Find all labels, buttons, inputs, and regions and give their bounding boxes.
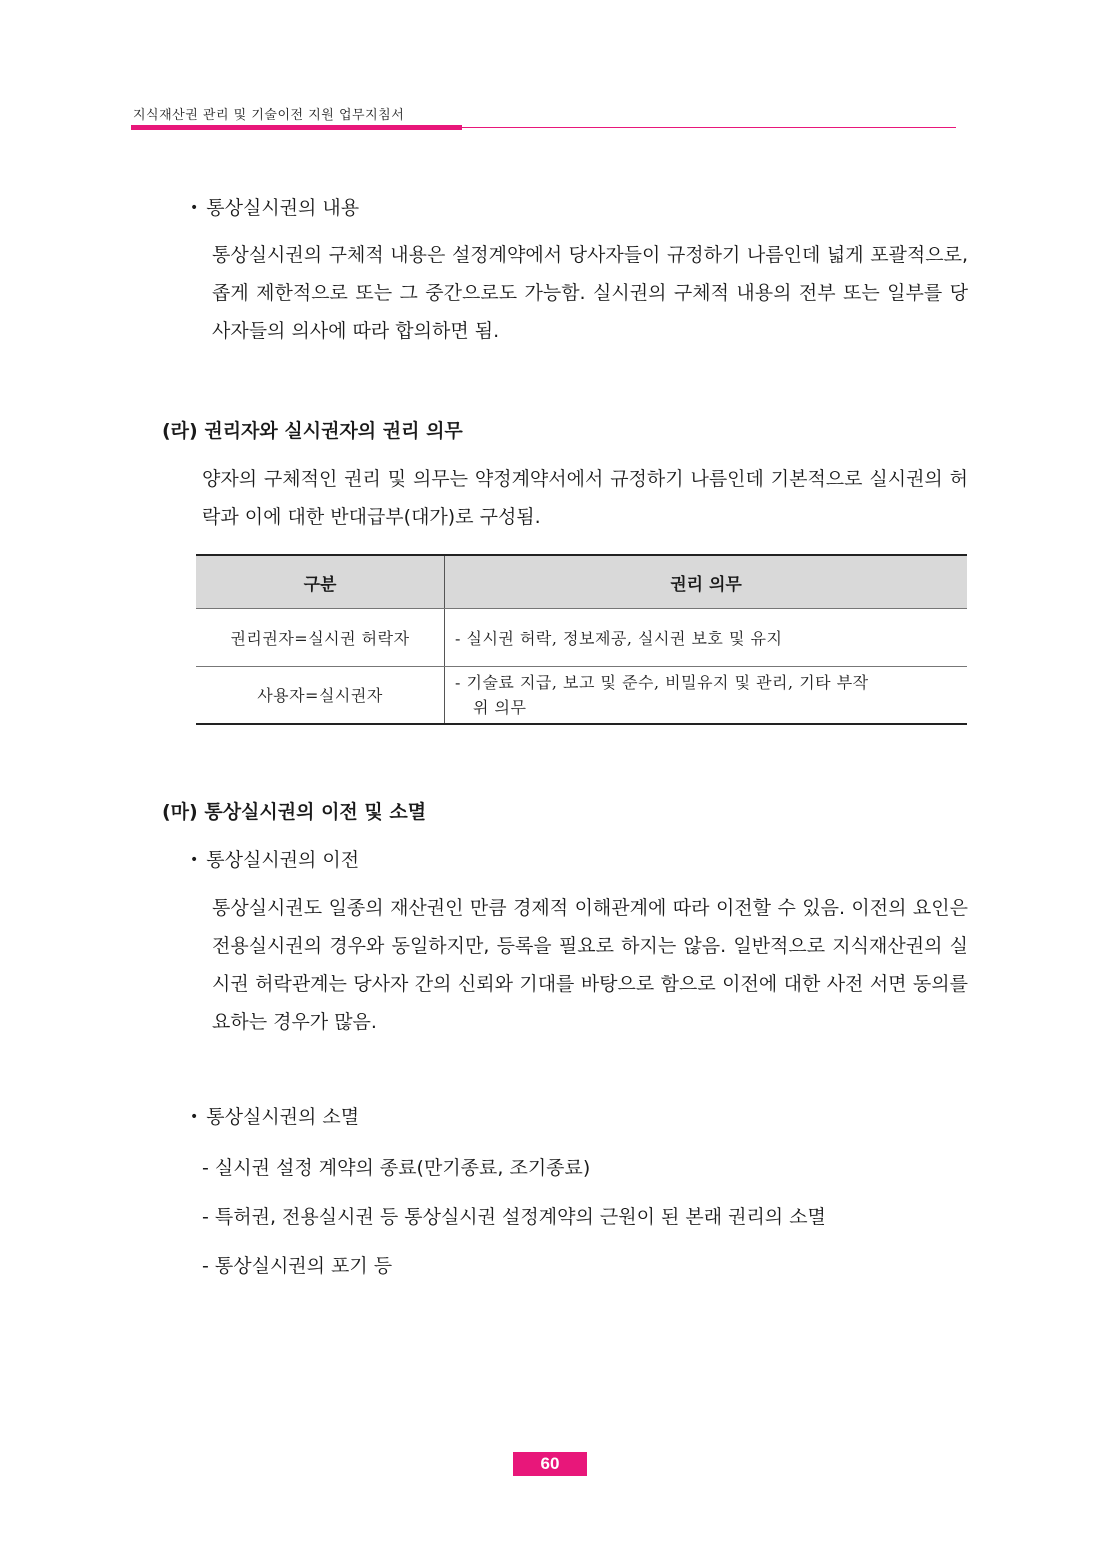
page-number: 60 bbox=[513, 1452, 587, 1476]
section-heading-ma: (마) 통상실시권의 이전 및 소멸 bbox=[162, 801, 427, 823]
table-header-category: 구분 bbox=[196, 555, 445, 609]
duties-line-continued: 위 의무 bbox=[473, 698, 527, 717]
bullet-extinction bbox=[190, 1102, 359, 1129]
table-cell-party: 권리권자=실시권 허락자 bbox=[196, 609, 445, 667]
extinction-item: - 특허권, 전용실시권 등 통상실시권 설정계약의 근원이 된 본래 권리의 소멸 bbox=[202, 1206, 826, 1228]
table-header-row bbox=[196, 555, 967, 609]
table-cell-party: 사용자=실시권자 bbox=[196, 667, 445, 725]
transfer-paragraph: 통상실시권도 일종의 재산권인 만큼 경제적 이해관계에 따라 이전할 수 있음. 이전의 요인은 전용실시권의 경우와 동일하지만, 등록을 필요로 하지는 않음. 일반적으로 지식재산권의 실시권 허락관계는 당사자 간의 신뢰와 기대를 바탕으로 함으로 이전에 대한 사전 서면 동의를 요하는 경우가 많음. bbox=[212, 897, 968, 1033]
bullet-transfer bbox=[190, 845, 359, 872]
table-cell-duties bbox=[445, 667, 968, 725]
bullet-extinction-label: 통상실시권의 소멸 bbox=[206, 1106, 360, 1128]
extinction-item: - 통상실시권의 포기 등 bbox=[202, 1255, 393, 1277]
content-paragraph: 통상실시권의 구체적 내용은 설정계약에서 당사자들이 규정하기 나름인데 넓게 포괄적으로, 좁게 제한적으로 또는 그 중간으로도 가능함. 실시권의 구체적 내용의 전부 또는 일부를 당사자들의 의사에 따라 합의하면 됨. bbox=[212, 244, 968, 342]
table-cell-duties bbox=[445, 609, 968, 667]
table-header-duties: 권리 의무 bbox=[445, 555, 968, 609]
ra-paragraph: 양자의 구체적인 권리 및 의무는 약정계약서에서 규정하기 나름인데 기본적으로 실시권의 허락과 이에 대한 반대급부(대가)로 구성됨. bbox=[202, 468, 968, 528]
bullet-content-label: 통상실시권의 내용 bbox=[206, 197, 360, 219]
bullet-content bbox=[190, 193, 359, 220]
bullet-dot-icon: • bbox=[190, 1109, 199, 1125]
header-accent-bar bbox=[131, 125, 462, 130]
bullet-transfer-label: 통상실시권의 이전 bbox=[206, 849, 360, 871]
duties-line: - 기술료 지급, 보고 및 준수, 비밀유지 및 관리, 기타 부작 bbox=[455, 673, 869, 692]
extinction-item: - 실시권 설정 계약의 종료(만기종료, 조기종료) bbox=[202, 1157, 591, 1179]
bullet-dot-icon: • bbox=[190, 200, 199, 216]
duties-line: - 실시권 허락, 정보제공, 실시권 보호 및 유지 bbox=[455, 629, 783, 648]
table-row bbox=[196, 667, 967, 725]
rights-duties-table bbox=[196, 554, 967, 725]
document-header-title: 지식재산권 관리 및 기술이전 지원 업무지침서 bbox=[133, 108, 405, 123]
bullet-dot-icon: • bbox=[190, 852, 199, 868]
table-row bbox=[196, 609, 967, 667]
section-heading-ra: (라) 권리자와 실시권자의 권리 의무 bbox=[162, 420, 463, 442]
